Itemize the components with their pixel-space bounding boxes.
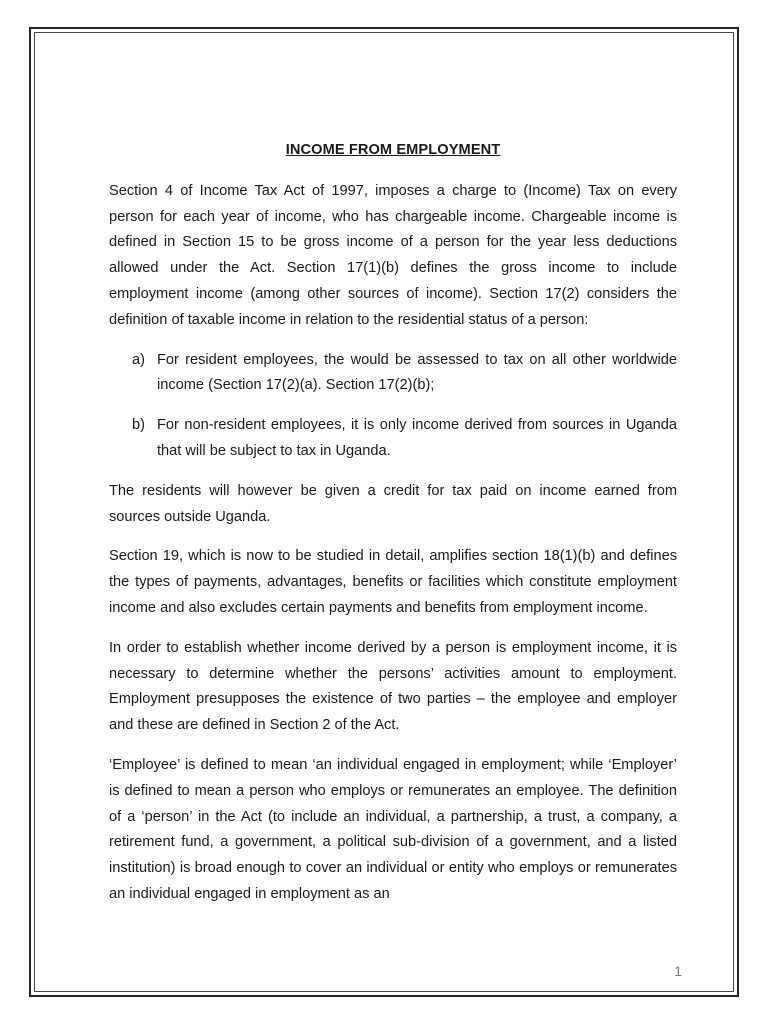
list-marker: a) xyxy=(132,351,145,368)
list-item xyxy=(109,348,677,400)
page-number: 1 xyxy=(674,963,682,979)
document-body xyxy=(109,138,677,922)
list-item-text: For non-resident employees, it is only income derived from sources in Uganda that will be subject to tax in Uganda. xyxy=(157,417,677,459)
list-item-text: For resident employees, the would be assessed to tax on all other worldwide income (Section 17(2)(a). Section 17(2)(b); xyxy=(157,351,677,394)
document-title: INCOME FROM EMPLOYMENT xyxy=(285,142,501,158)
list-item xyxy=(109,413,677,465)
paragraph-credit: The residents will however be given a credit for tax paid on income earned from sources outside Uganda. xyxy=(109,482,677,525)
list-marker: b) xyxy=(132,417,145,434)
paragraph-employment-test: In order to establish whether income derived by a person is employment income, it is necessary to determine whether the persons’ activities amount to employment. Employment presupposes the existence of two parties – the employee and employer and these are defined in Section 2 of the Act. xyxy=(109,639,677,734)
residency-list xyxy=(109,348,677,465)
paragraph-section-19: Section 19, which is now to be studied in detail, amplifies section 18(1)(b) and defines the types of payments, advantages, benefits or facilities which constitute employment income and also excludes certain payments and benefits from employment income. xyxy=(109,548,677,616)
paragraph-intro: Section 4 of Income Tax Act of 1997, imposes a charge to (Income) Tax on every person for each year of income, who has chargeable income. Chargeable income is defined in Section 15 to be gross income of a person for the year less deductions allowed under the Act. Section 17(1)(b) defines the gross income to include employment income (among other sources of income). Section 17(2) considers the definition of taxable income in relation to the residential status of a person: xyxy=(109,182,677,328)
paragraph-definitions: ‘Employee’ is defined to mean ‘an individual engaged in employment; while ‘Employer’ is defined to mean a person who employs or remunerates an employee. The definition of a ‘person’ in the Act (to include an individual, a partnership, a trust, a company, a retirement fund, a government, a political sub-division of a government, and a listed institution) is broad enough to cover an individual or entity who employs or remunerates an individual engaged in employment as an xyxy=(109,756,677,902)
